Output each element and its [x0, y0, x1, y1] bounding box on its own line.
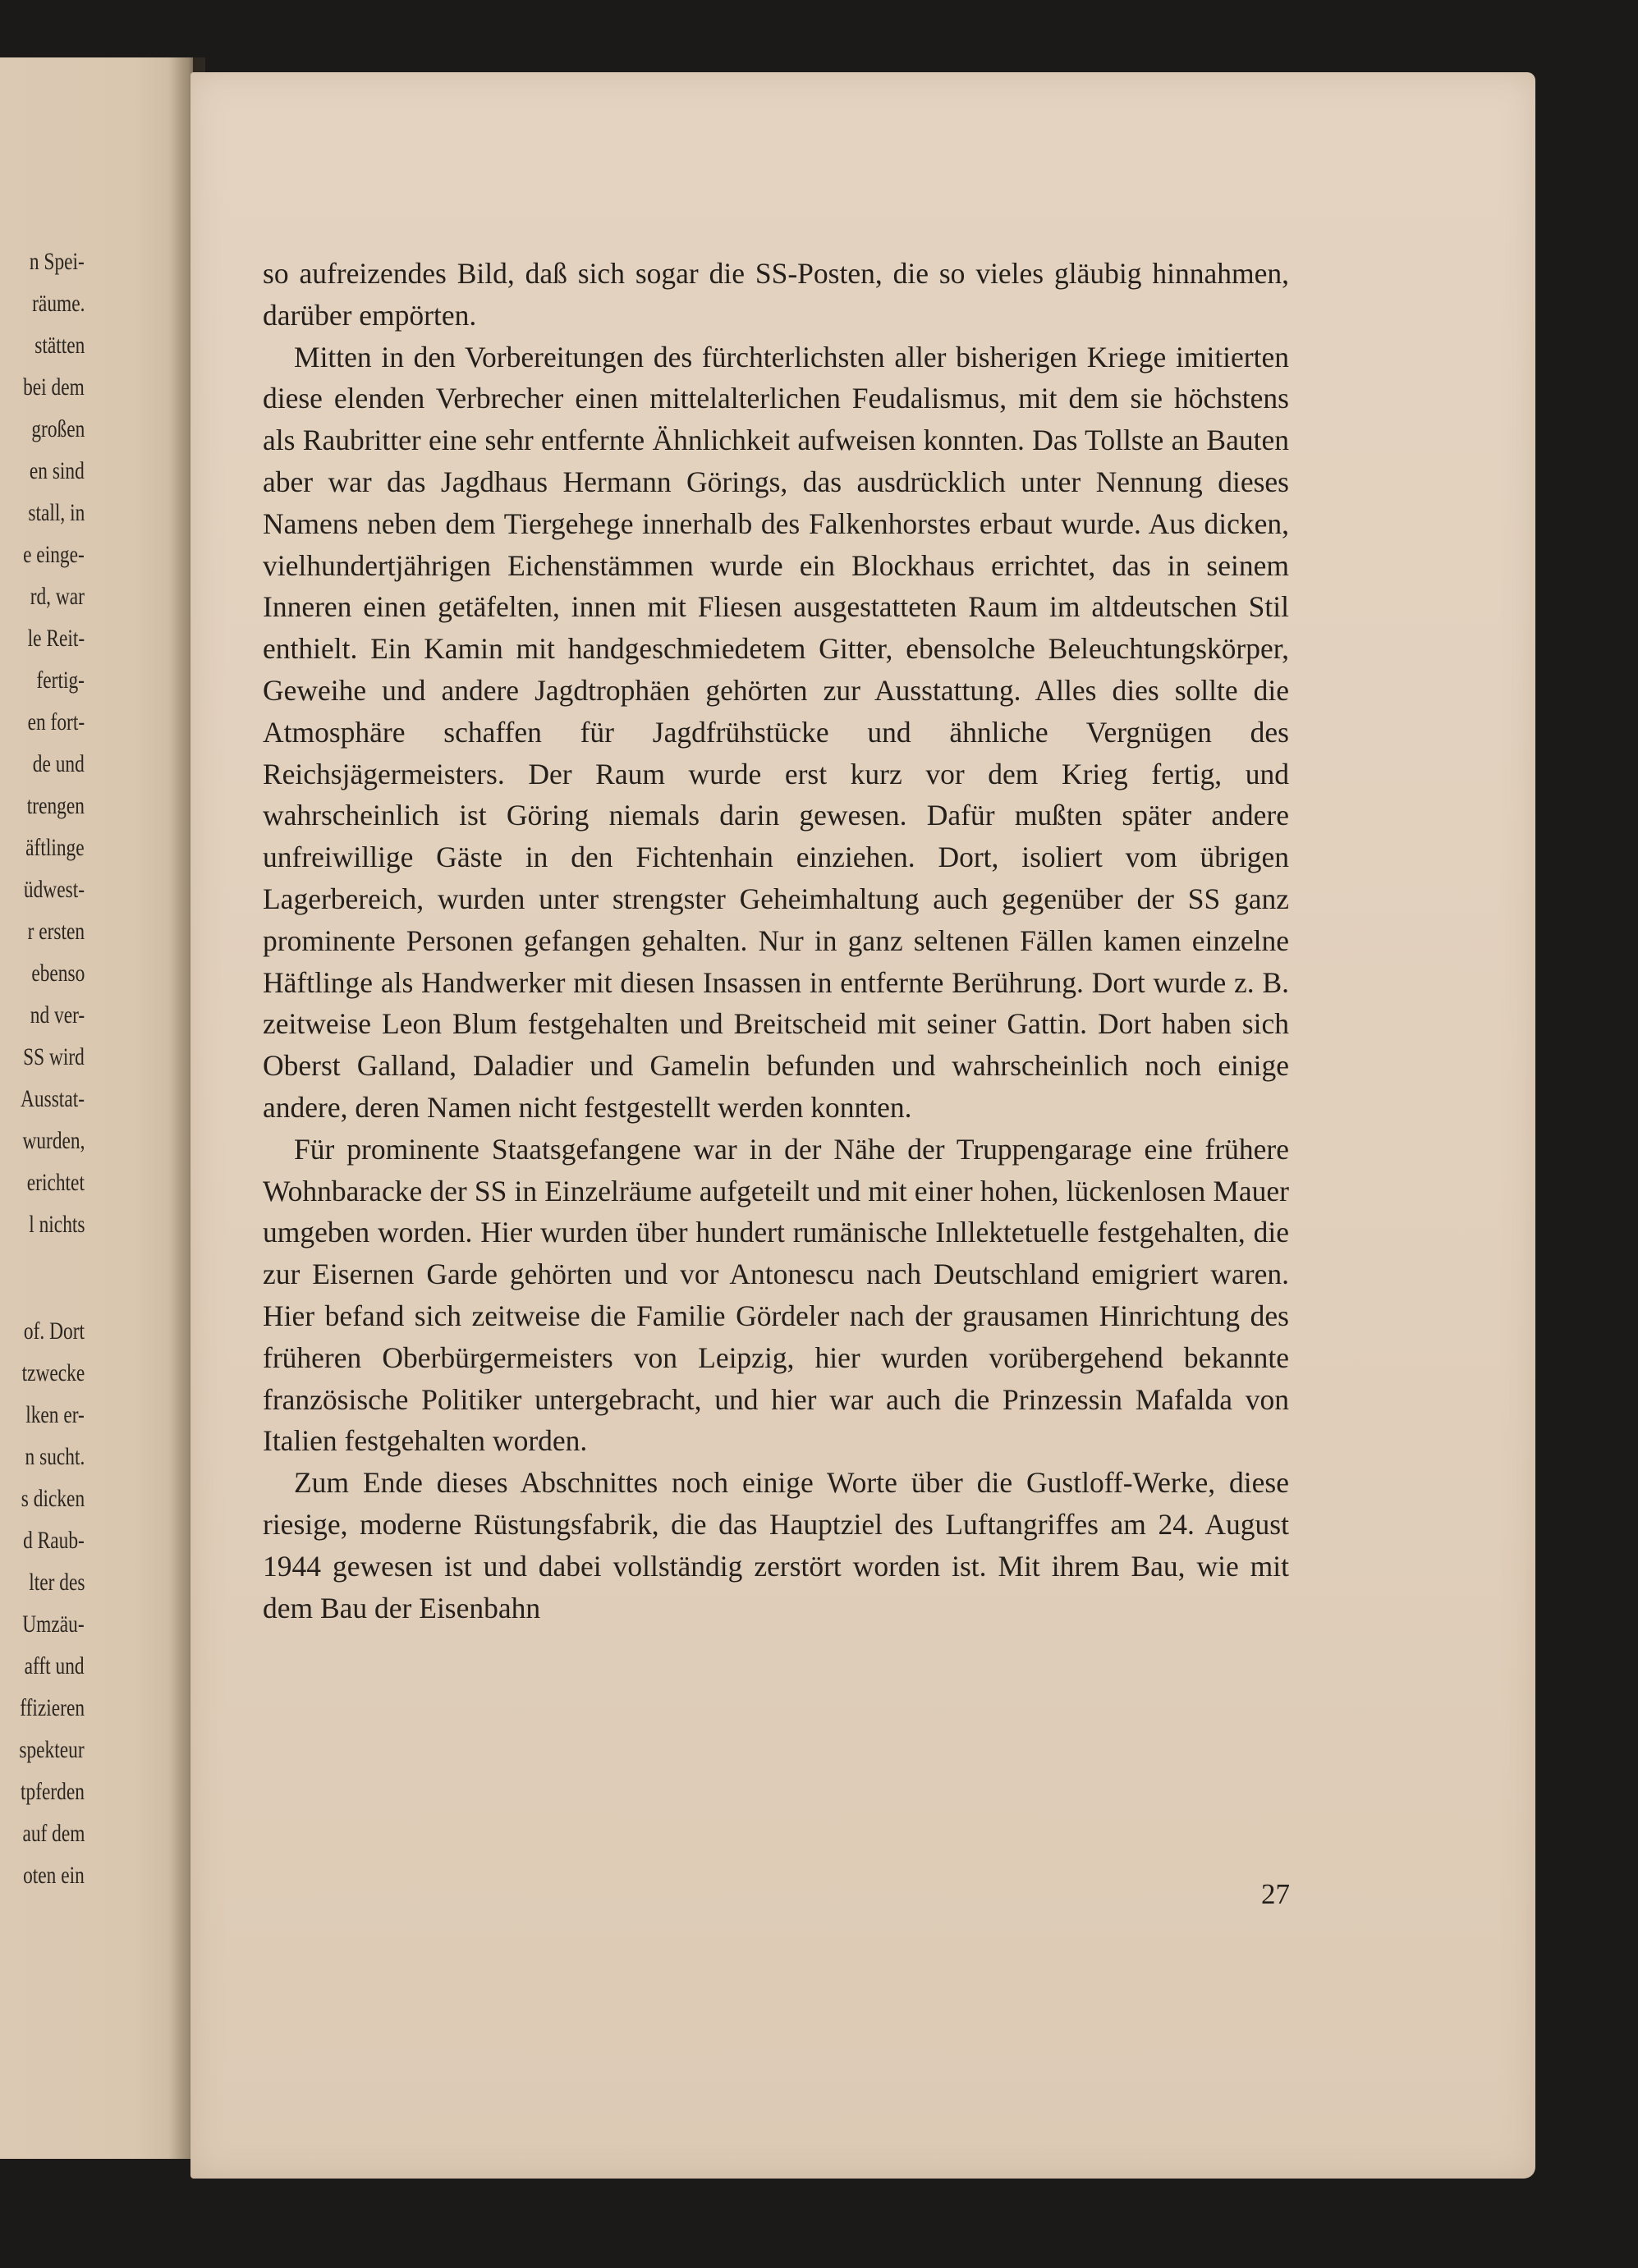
left-page-line: le Reit-: [27, 625, 85, 652]
left-page-line: stätten: [34, 332, 85, 359]
left-page-line: auf dem: [21, 1820, 85, 1847]
left-page-line: oten ein: [23, 1862, 85, 1889]
left-page-line: tzwecke: [21, 1359, 85, 1386]
left-page-line: wurden,: [21, 1127, 85, 1154]
page-number: 27: [1261, 1878, 1290, 1910]
left-page-line: e einge-: [23, 541, 85, 568]
left-page-line: en sind: [30, 457, 85, 484]
left-page-line: räume.: [31, 290, 85, 317]
left-page-line: n Spei-: [30, 248, 85, 275]
left-page-line: stall, in: [28, 499, 85, 526]
left-page-line: erichtet: [26, 1169, 85, 1196]
left-page-line: nd ver-: [30, 1001, 85, 1029]
left-page-line: r ersten: [27, 918, 85, 945]
left-page-line: äftlinge: [25, 834, 85, 861]
left-page-line: SS wird: [23, 1043, 85, 1070]
left-facing-page: [0, 57, 193, 2159]
page-body-text: [263, 253, 1289, 1629]
left-page-line: tpferden: [21, 1778, 85, 1805]
left-page-line: afft und: [24, 1652, 85, 1679]
left-page-line: spekteur: [19, 1736, 85, 1763]
left-page-line: ffizieren: [20, 1694, 85, 1721]
left-page-line: fertig-: [36, 667, 85, 694]
left-page-line: Umzäu-: [22, 1611, 85, 1638]
left-page-line: de und: [32, 750, 85, 777]
left-page-line: lken er-: [25, 1401, 85, 1428]
paragraph: so aufreizendes Bild, daß sich sogar die SS-Posten, die so vieles gläubig hinnahmen, darüber empörten.: [263, 257, 1289, 332]
left-page-line: bei dem: [23, 373, 85, 401]
left-page-line: Ausstat-: [21, 1085, 85, 1112]
left-page-line: l nichts: [28, 1211, 85, 1238]
left-page-line: großen: [31, 415, 85, 442]
left-page-line: ebenso: [31, 960, 85, 987]
left-page-line: üdwest-: [23, 876, 85, 903]
paragraph: Zum Ende dieses Abschnittes noch einige Worte über die Gustloff-Werke, diese riesige, moderne Rüstungsfabrik, die das Hauptziel des Luftangriffes am 24. August 1944 gewesen ist und dabei vollständig zerstört worden ist. Mit ihrem Bau, wie mit dem Bau der Eisenbahn: [263, 1466, 1289, 1624]
left-page-line: rd, war: [30, 583, 85, 610]
paragraph: Mitten in den Vorbereitungen des fürchterlichsten aller bisherigen Kriege imitierten diese elenden Verbrecher einen mittelalterlichen Feudalismus, mit dem sie höchstens als Raubritter eine sehr entfernte Ähnlichkeit aufweisen konnten. Das Tollste an Bauten aber war das Jagdhaus Hermann Görings, das ausdrücklich unter Nennung dieses Namens neben dem Tiergehege innerhalb des Falkenhorstes erbaut wurde. Aus dicken, vielhundertjährigen Eichenstämmen wurde ein Blockhaus errichtet, das in seinem Inneren einen getäfelten, innen mit Fliesen ausgestatteten Raum im altdeutschen Stil enthielt. Ein Kamin mit handgeschmiedetem Gitter, ebensolche Beleuchtungskörper, Geweihe und andere Jagdtrophäen gehörten zur Ausstattung. Alles dies sollte die Atmosphäre schaffen für Jagdfrühstücke und ähnliche Vergnügen des Reichsjägermeisters. Der Raum wurde erst kurz vor dem Krieg fertig, und wahrscheinlich ist Göring niemals darin gewesen. Dafür mußten später andere unfreiwillige Gäste in den Fichtenhain einziehen. Dort, isoliert vom übrigen Lagerbereich, wurden unter strengster Geheimhaltung auch gegenüber der SS ganz prominente Personen gefangen gehalten. Nur in ganz seltenen Fällen kamen einzelne Häftlinge als Handwerker mit diesen Insassen in entfernte Berührung. Dort wurde z. B. zeitweise Leon Blum festgehalten und Breitscheid mit seiner Gattin. Dort haben sich Oberst Galland, Daladier und Gamelin befunden und wahrscheinlich noch einige andere, deren Namen nicht festgestellt werden konnten.: [263, 340, 1289, 1124]
left-page-line: lter des: [28, 1569, 85, 1596]
left-page-line: of. Dort: [23, 1317, 85, 1345]
left-page-line: d Raub-: [23, 1527, 85, 1554]
left-page-line: n sucht.: [25, 1443, 85, 1470]
left-page-line: en fort-: [27, 708, 85, 735]
paragraph: Für prominente Staatsgefangene war in der Nähe der Truppengarage eine frühere Wohnbaracke der SS in Einzelräume aufgeteilt und mit einer hohen, lückenlosen Mauer umgeben worden. Hier wurden über hundert rumänische Inllektetuelle festgehalten, die zur Eisernen Garde gehörten und vor Antonescu nach Deutschland emigriert waren. Hier befand sich zeitweise die Familie Gördeler nach der grausamen Hinrichtung des früheren Oberbürgermeisters von Leipzig, hier wurden vorübergehend bekannte französische Politiker untergebracht, und hier war auch die Prinzessin Mafalda von Italien festgehalten worden.: [263, 1132, 1289, 1458]
left-page-line: trengen: [26, 792, 85, 819]
left-page-line: s dicken: [21, 1485, 85, 1512]
